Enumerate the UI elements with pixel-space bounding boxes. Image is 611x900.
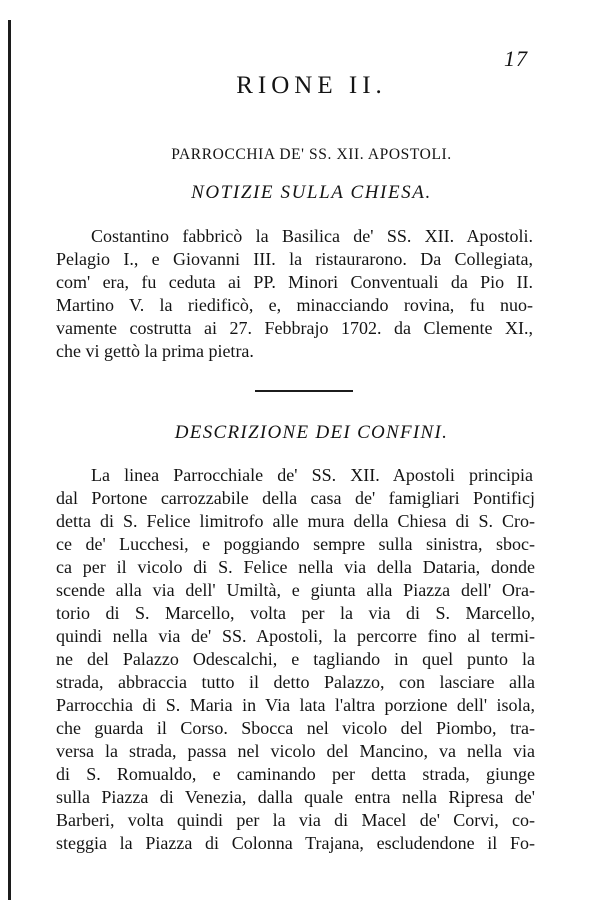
notizie-line: che vi gettò la prima pietra. [56,341,254,361]
descrizione-line: ca per il vicolo di S. Felice nella via della Dataria, donde [56,557,535,577]
descrizione-line: che guarda il Corso. Sbocca nel vicolo del Piombo, tra- [56,718,535,738]
descrizione-line: dal Portone carrozzabile della casa de' famigliari Pontificj [56,488,535,508]
page-number: 17 [504,46,528,71]
descrizione-line: Parrocchia di S. Maria in Via lata l'altra porzione dell' isola, [56,695,535,715]
descrizione-line: ne del Palazzo Odescalchi, e tagliando in quel punto la [56,649,535,669]
descrizione-line: steggia la Piazza di Colonna Trajana, escludendone il Fo- [56,833,535,853]
notizie-line: com' era, fu ceduta ai PP. Minori Conventuali da Pio II. [56,272,533,292]
notizie-line: Martino V. la riedificò, e, minacciando rovina, fu nuo- [56,295,533,315]
descrizione-line: detta di S. Felice limitrofo alle mura della Chiesa di S. Cro- [56,511,535,531]
descrizione-line: torio di S. Marcello, volta per la via di S. Marcello, [56,603,535,623]
descrizione-line: di S. Romualdo, e caminando per detta strada, giunge [56,764,535,784]
descrizione-line: scende alla via dell' Umiltà, e giunta alla Piazza dell' Ora- [56,580,535,600]
descrizione-line: Barberi, volta quindi per la via di Macel de' Corvi, co- [56,810,535,830]
chapter-heading: RIONE II. [236,72,387,99]
notizie-line: Pelagio I., e Giovanni III. la ristaurarono. Da Collegiata, [56,249,533,269]
notizie-line: vamente costrutta ai 27. Febbrajo 1702. da Clemente XI., [56,318,533,338]
notizie-line: Costantino fabbricò la Basilica de' SS. XII. Apostoli. [91,226,533,246]
parish-title: PARROCCHIA DE' SS. XII. APOSTOLI. [171,146,452,163]
descrizione-line: quindi nella via de' SS. Apostoli, la percorre fino al termi- [56,626,535,646]
descrizione-heading: DESCRIZIONE DEI CONFINI. [174,422,449,443]
section-divider [255,390,353,392]
descrizione-line: ce de' Lucchesi, e poggiando sempre sulla sinistra, sboc- [56,534,535,554]
descrizione-line: La linea Parrocchiale de' SS. XII. Apostoli principia [91,465,533,485]
descrizione-line: sulla Piazza di Venezia, dalla quale entra nella Ripresa de' [56,787,535,807]
descrizione-line: versa la strada, passa nel vicolo del Mancino, va nella via [56,741,535,761]
descrizione-line: strada, abbraccia tutto il detto Palazzo, con lasciare alla [56,672,535,692]
notizie-heading: NOTIZIE SULLA CHIESA. [191,182,432,203]
